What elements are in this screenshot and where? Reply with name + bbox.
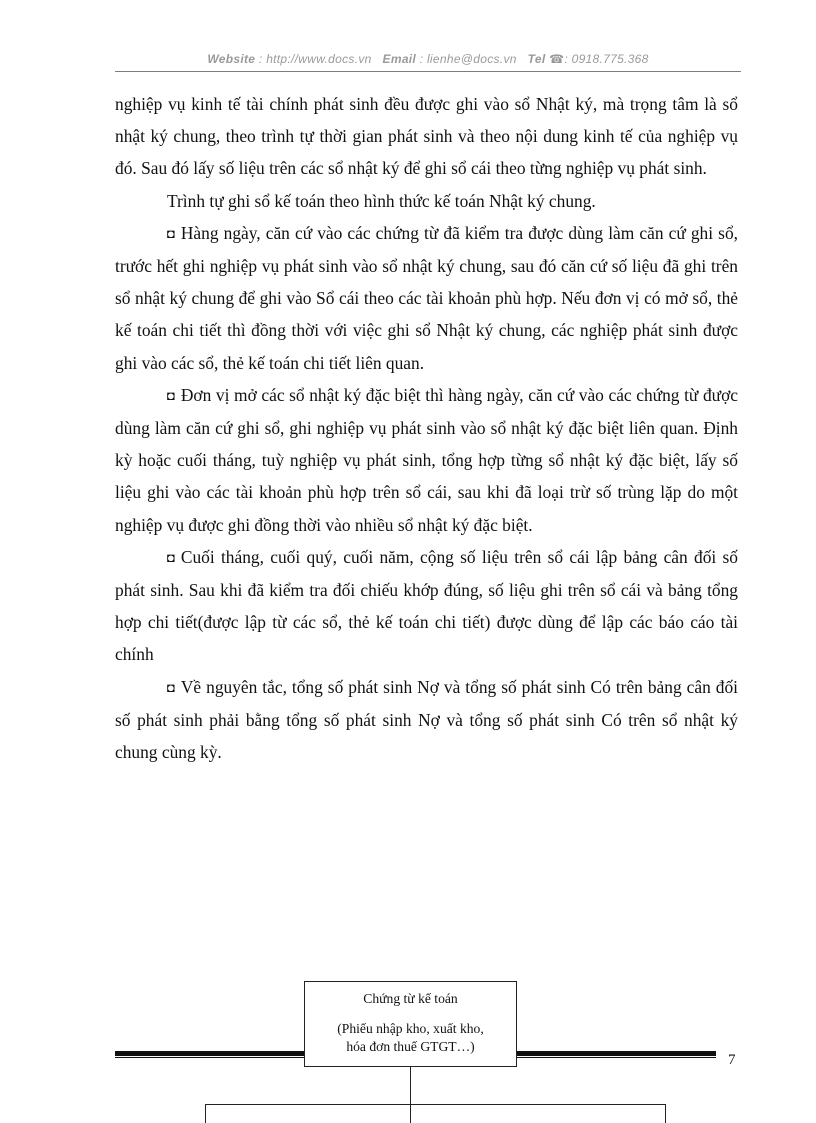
diagram-box-accounting-vouchers (304, 981, 517, 1067)
diagram-connector-vertical-left (205, 1104, 206, 1123)
paragraph-text: Trình tự ghi sổ kế toán theo hình thức kế toán Nhật ký chung. (167, 190, 596, 211)
box-title: Chứng từ kế toán (363, 991, 458, 1006)
diagram-connector-horizontal (205, 1104, 666, 1105)
paragraph-principle (115, 671, 738, 769)
diagram-connector-vertical-right (665, 1104, 666, 1123)
paragraph-text: Đơn vị mở các sổ nhật ký đặc biệt thì hàng ngày, căn cứ vào các chứng từ được dùng làm căn cứ ghi sổ, ghi nghiệp vụ phát sinh vào sổ nhật ký đặc biệt liên quan. Định kỳ hoặc cuối tháng, tuỳ nghiệp vụ phát sinh, tổng hợp từng sổ nhật ký đặc biệt, lấy số liệu ghi vào các tài khoản phù hợp trên sổ cái, sau khi đã loại trừ số trùng lặp do một nghiệp vụ được ghi đồng thời vào nhiều sổ nhật ký đặc biệt. (115, 384, 738, 535)
paragraph-period-end (115, 541, 738, 671)
paragraph-text: nghiệp vụ kinh tế tài chính phát sinh đều được ghi vào sổ Nhật ký, mà trọng tâm là sổ nhật ký chung, theo trình tự thời gian phát sinh và theo nội dung kinh tế của nghiệp vụ đó. Sau đó lấy số liệu trên các sổ nhật ký để ghi sổ cái theo từng nghiệp vụ phát sinh. (115, 94, 738, 179)
diagram-connector-vertical-center (410, 1067, 411, 1123)
bullet-icon: ◘ (167, 679, 175, 695)
paragraph-text: Về nguyên tắc, tổng số phát sinh Nợ và tổng số phát sinh Có trên bảng cân đối số phát sinh phải bằng tổng số phát sinh Nợ và tổng số phát sinh Có trên sổ nhật ký chung cùng kỳ. (115, 676, 738, 763)
paragraph-intro (115, 88, 738, 185)
paragraph-sequence-heading (115, 185, 738, 217)
box-subtitle-line2: hóa đơn thuế GTGT…) (346, 1039, 475, 1054)
header-divider (115, 71, 741, 72)
phone-icon: ☎ (549, 52, 565, 66)
footer-rule-left (115, 1051, 305, 1056)
bullet-icon: ◘ (167, 387, 175, 403)
website-value: : http://www.docs.vn (258, 52, 372, 66)
paragraph-text: Cuối tháng, cuối quý, cuối năm, cộng số liệu trên sổ cái lập bảng cân đối số phát sinh. Sau khi đã kiểm tra đối chiếu khớp đúng, số liệu ghi trên sổ cái và bảng tổng hợp chi tiết(được lập từ các sổ, thẻ kế toán chi tiết) được dùng để lập các báo cáo tài chính (115, 546, 738, 665)
email-value: : lienhe@docs.vn (419, 52, 517, 66)
tel-label: Tel (527, 52, 546, 66)
bullet-icon: ◘ (167, 225, 175, 241)
bullet-icon: ◘ (167, 549, 175, 565)
document-body (115, 88, 738, 768)
paragraph-daily (115, 217, 738, 379)
website-label: Website (207, 52, 256, 66)
paragraph-special-journal (115, 379, 738, 541)
tel-value: : 0918.775.368 (564, 52, 649, 66)
page-number: 7 (728, 1052, 736, 1068)
footer-rule-right (517, 1051, 716, 1056)
box-subtitle-line1: (Phiếu nhập kho, xuất kho, (337, 1021, 484, 1036)
email-label: Email (382, 52, 417, 66)
page-header (115, 52, 741, 66)
paragraph-text: Hàng ngày, căn cứ vào các chứng từ đã kiểm tra được dùng làm căn cứ ghi sổ, trước hết ghi nghiệp vụ phát sinh vào sổ nhật ký chung, sau đó căn cứ số liệu đã ghi trên sổ nhật ký chung để ghi vào Sổ cái theo các tài khoản phù hợp. Nếu đơn vị có mở sổ, thẻ kế toán chi tiết thì đồng thời với việc ghi sổ Nhật ký chung, các nghiệp phát sinh được ghi vào các sổ, thẻ kế toán chi tiết liên quan. (115, 222, 738, 373)
